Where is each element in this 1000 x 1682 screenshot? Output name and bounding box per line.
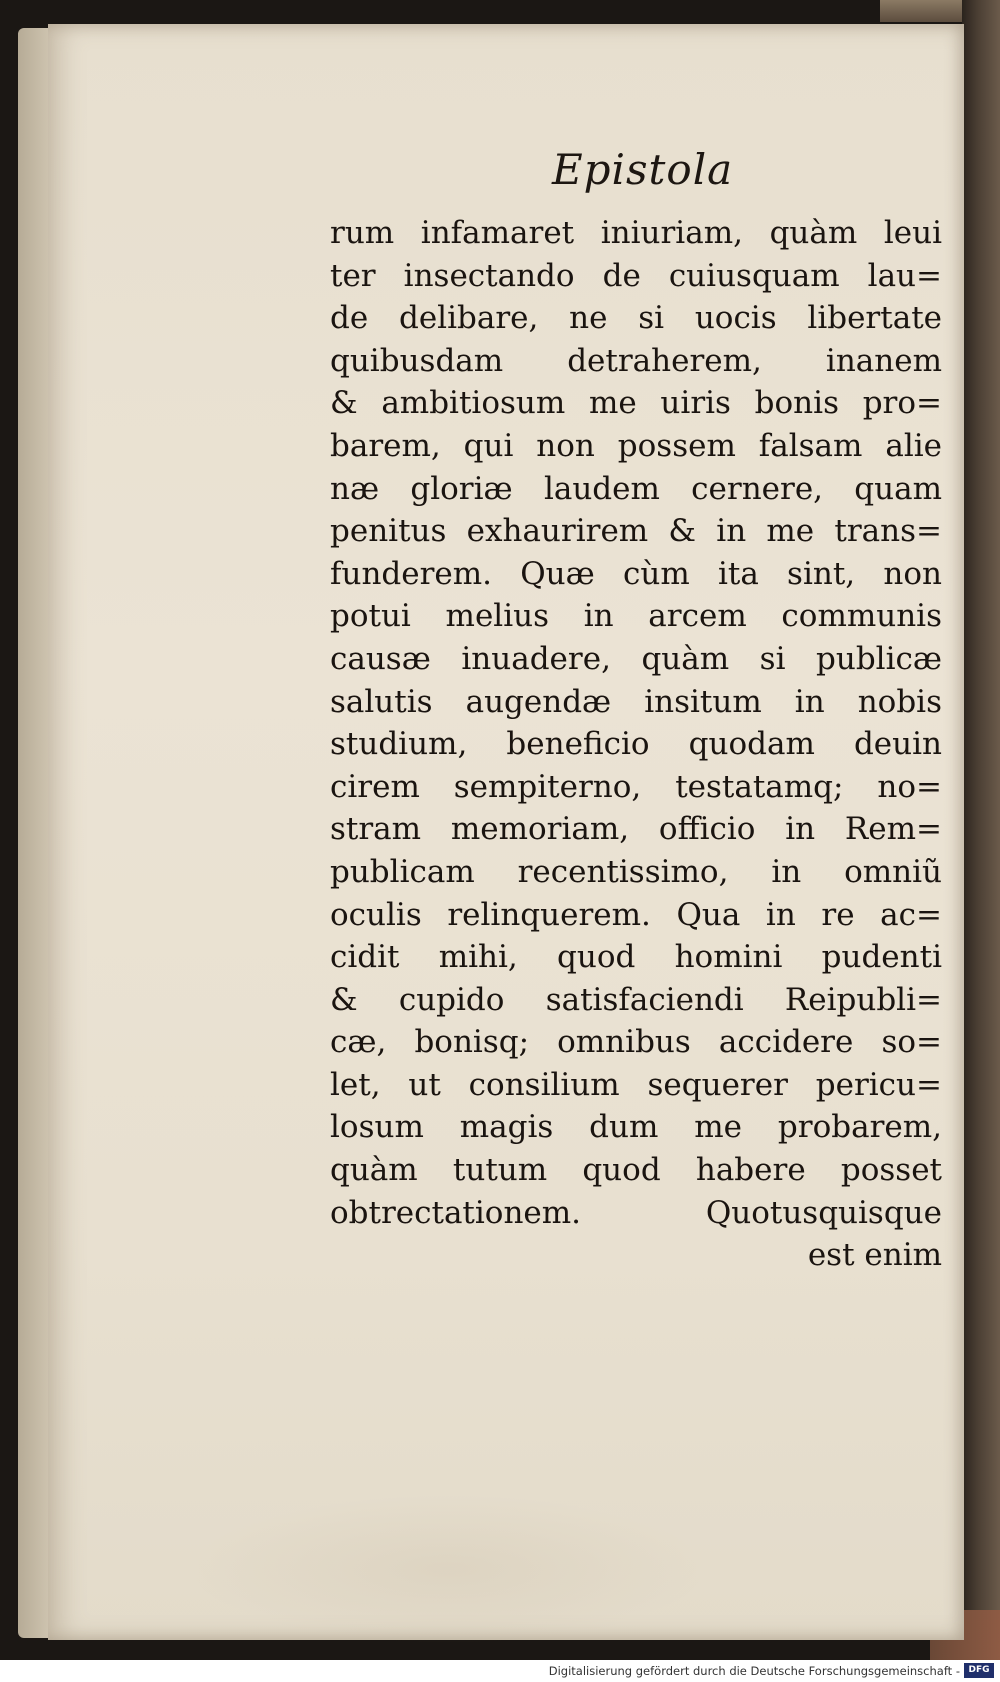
text-line: ter insectando de cuiusquam lau= bbox=[330, 257, 942, 294]
text-line: & ambitiosum me uiris bonis pro= bbox=[330, 385, 942, 422]
text-line: potui melius in arcem communis bbox=[330, 598, 942, 635]
text-line: funderem. Quæ cùm ita sint, non bbox=[330, 555, 942, 592]
text-line: næ gloriæ laudem cernere, quam bbox=[330, 470, 942, 507]
text-line: causæ inuadere, quàm si publicæ bbox=[330, 640, 942, 677]
text-line: stram memoriam, officio in Rem= bbox=[330, 811, 942, 848]
text-line: quàm tutum quod habere posset bbox=[330, 1152, 942, 1189]
text-line: cidit mihi, quod homini pudenti bbox=[330, 939, 942, 976]
text-line: obtrectationem. Quotusquisque bbox=[330, 1194, 942, 1231]
catchword: est enim bbox=[807, 1237, 942, 1274]
dfg-logo: DFG bbox=[964, 1663, 994, 1678]
running-head: Epistola bbox=[552, 145, 734, 194]
text-line: let, ut consilium sequerer pericu= bbox=[330, 1066, 942, 1103]
text-line: salutis augendæ insitum in nobis bbox=[330, 683, 942, 720]
text-line: rum infamaret iniuriam, quàm leui bbox=[330, 215, 942, 251]
book-edge-right bbox=[962, 0, 1000, 1660]
text-line: penitus exhaurirem & in me trans= bbox=[330, 513, 942, 550]
text-line: losum magis dum me probarem, bbox=[330, 1109, 942, 1146]
paper-stain bbox=[188, 1494, 708, 1644]
text-line: cæ, bonisq; omnibus accidere so= bbox=[330, 1024, 942, 1061]
text-line: de delibare, ne si uocis libertate bbox=[330, 300, 942, 337]
text-line: oculis relinquerem. Qua in re ac= bbox=[330, 896, 942, 933]
body-text bbox=[330, 212, 942, 1277]
text-line: & cupido satisfaciendi Reipubli= bbox=[330, 981, 942, 1018]
text-line: studium, beneficio quodam deuin bbox=[330, 726, 942, 763]
text-line: barem, qui non possem falsam alie bbox=[330, 427, 942, 464]
text-line: publicam recentissimo, in omniũ bbox=[330, 853, 942, 890]
digitization-footer bbox=[0, 1660, 1000, 1682]
text-line: cirem sempiterno, testatamq; no= bbox=[330, 768, 942, 805]
footer-credit: Digitalisierung gefördert durch die Deutsche Forschungsgemeinschaft - bbox=[548, 1664, 960, 1678]
text-line: quibusdam detraherem, inanem bbox=[330, 342, 942, 379]
